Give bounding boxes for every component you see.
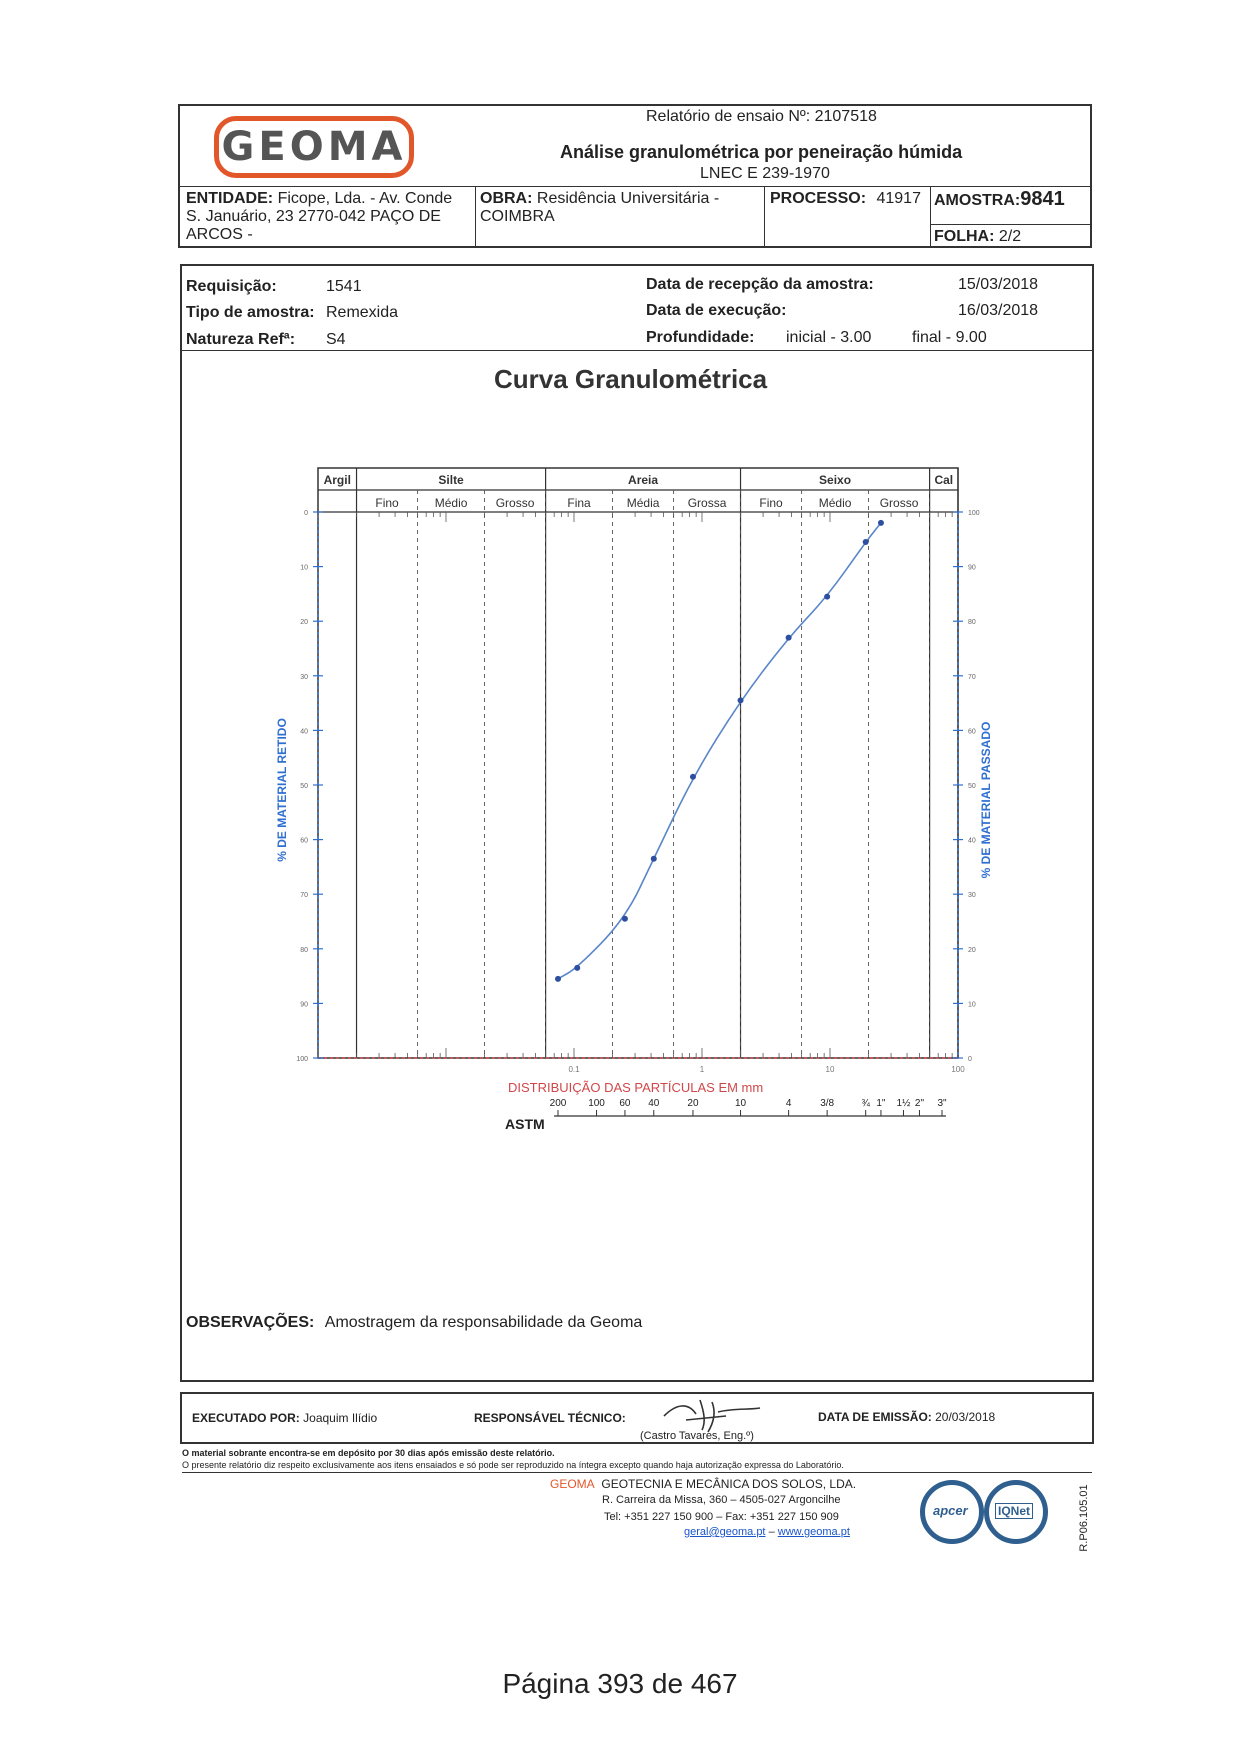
header-col-sep-3 [930,186,931,246]
astm-tick-label: 3/8 [820,1098,835,1109]
y-left-tick-label: 10 [300,564,308,572]
astm-tick-label: 60 [619,1098,631,1109]
class-label: Seixo [819,473,852,487]
executado [192,1411,377,1425]
subclass-label: Fino [375,496,399,510]
natureza-label: Natureza Refª: [186,331,296,348]
iqnet-seal-text: IQNet [995,1503,1033,1519]
y-right-tick-label: 40 [968,837,976,845]
signature-mark [656,1394,766,1434]
folha-label: FOLHA: [934,228,995,245]
astm-label: ASTM [505,1116,545,1132]
emissao-label: DATA DE EMISSÃO: [818,1410,932,1424]
emissao [818,1410,995,1424]
y-left-tick-label: 80 [300,946,308,954]
contacts-sep: – [768,1526,775,1538]
profundidade-final [912,329,987,347]
recepcao-label: Data de recepção da amostra: [646,276,874,293]
observacoes-text: Amostragem da responsabilidade da Geoma [324,1314,643,1331]
observacoes-label: OBSERVAÇÕES: [186,1314,315,1331]
natureza-value: S4 [326,331,346,348]
amostra-value: 9841 [1020,188,1065,210]
form-code: R.P06.105.01 [1078,1484,1090,1552]
chart-ylabel-left: % DE MATERIAL RETIDO [275,718,289,862]
folha-value: 2/2 [998,228,1022,245]
astm-tick-label: 4 [785,1098,792,1109]
subclass-label: Grosso [495,496,535,510]
x-tick-label: 10 [825,1065,835,1074]
report-number: Relatório de ensaio Nº: 2107518 [646,108,877,125]
y-right-tick-label: 100 [968,510,980,517]
x-tick-label: 1 [699,1065,705,1074]
class-label: Argil [323,473,351,487]
apcer-seal-icon [920,1480,984,1544]
y-left-tick-label: 30 [300,673,308,681]
email-link[interactable]: geral@geoma.pt [684,1526,766,1538]
y-left-tick-label: 70 [300,892,308,900]
folha-divider [930,224,1090,225]
apcer-seal-text: apcer [933,1503,968,1518]
company-line [550,1477,856,1491]
header-col-sep-1 [475,186,476,246]
astm-tick-label: 200 [549,1098,567,1109]
emissao-value: 20/03/2018 [935,1410,996,1424]
header-divider [180,186,1090,187]
geoma-logo: GEOMA [214,116,414,178]
x-tick-label: 100 [951,1065,965,1074]
execucao-label: Data de execução: [646,302,787,319]
y-right-tick-label: 60 [968,728,976,736]
company-brand: GEOMA [550,1477,595,1491]
observacoes [186,1314,642,1332]
tipo-value: Remexida [326,304,399,321]
profundidade-inicial [786,329,871,347]
header-col-sep-2 [764,186,765,246]
class-label: Cal [934,473,954,487]
tipo-label: Tipo de amostra: [186,304,315,321]
chart-ylabel-right: % DE MATERIAL PASSADO [979,721,993,879]
y-right-tick-label: 20 [968,946,976,954]
astm-tick-label: 20 [687,1098,699,1109]
y-right-tick-label: 30 [968,892,976,900]
astm-tick-label: 40 [648,1098,660,1109]
y-right-tick-label: 0 [968,1056,972,1063]
entidade-line1: Ficope, Lda. - Av. Conde [277,190,453,207]
recepcao-value: 15/03/2018 [958,276,1039,293]
y-left-tick-label: 0 [304,510,308,517]
obra-block [480,190,719,226]
y-left-tick-label: 40 [300,728,308,736]
profundidade-label: Profundidade: [646,329,755,346]
obra-line1: Residência Universitária - [536,190,720,207]
subclass-label: Grossa [687,496,727,510]
y-right-tick-label: 50 [968,783,976,790]
company-address: R. Carreira da Missa, 360 – 4505-027 Argoncilhe [602,1494,841,1506]
y-left-tick-label: 90 [300,1001,308,1009]
astm-tick-label: 2" [914,1098,925,1109]
folha-block [934,228,1021,246]
entidade-label: ENTIDADE: [186,190,274,207]
web-link[interactable]: www.geoma.pt [777,1526,850,1538]
subclass-label: Média [626,496,660,510]
signature-stroke [664,1400,760,1432]
astm-tick-label: ¾ [861,1098,870,1109]
y-left-tick-label: 50 [300,783,308,790]
entidade-block [186,190,452,244]
y-left-tick-label: 20 [300,619,308,627]
note-reproducao: O presente relatório diz respeito exclusivamente aos itens ensaiados e só pode ser reproduzido na íntegra excepto quando haja autorização expressa do Laboratório. [182,1460,844,1470]
requisicao-value: 1541 [326,278,362,295]
report-title: Análise granulométrica por peneiração húmida [560,142,963,162]
main-box [180,264,1094,1382]
chart-title: Curva Granulométrica [494,364,768,394]
x-tick-label: 0.1 [568,1065,580,1074]
company-phone: Tel: +351 227 150 900 – Fax: +351 227 150 909 [604,1511,839,1523]
astm-tick-label: 100 [588,1098,605,1109]
class-label: Areia [628,473,659,487]
astm-tick-label: 1½ [896,1098,911,1109]
amostra-label: AMOSTRA: [934,192,1021,209]
astm-tick-label: 3" [937,1098,947,1109]
y-right-tick-label: 10 [968,1001,976,1009]
processo-label: PROCESSO: [770,190,867,207]
subclass-label: Médio [434,496,468,510]
subclass-label: Médio [818,496,852,510]
executado-value: Joaquim Ilídio [303,1411,378,1425]
obra-line2: COIMBRA [480,208,555,225]
subclass-label: Fina [567,496,591,510]
entidade-line2: S. Januário, 23 2770-042 PAÇO DE [186,208,441,225]
requisicao-label: Requisição: [186,278,277,295]
astm-tick-label: 10 [734,1098,747,1109]
entidade-line3: ARCOS - [186,226,253,243]
execucao-value: 16/03/2018 [958,302,1039,319]
y-right-tick-label: 90 [968,564,976,572]
astm-tick-label: 1" [876,1098,886,1109]
report-standard: LNEC E 239-1970 [700,165,830,182]
responsavel-label: RESPONSÁVEL TÉCNICO: [474,1411,626,1425]
y-left-tick-label: 100 [296,1056,308,1063]
chart-xlabel: DISTRIBUIÇÃO DAS PARTÍCULAS EM mm [508,1080,764,1095]
company-name: GEOTECNIA E MECÂNICA DOS SOLOS, LDA. [601,1477,857,1491]
subclass-label: Grosso [879,496,919,510]
company-contacts [684,1526,850,1538]
y-left-tick-label: 60 [300,837,308,845]
executado-label: EXECUTADO POR: [192,1411,300,1425]
responsavel-name: (Castro Tavares, Eng.º) [640,1430,754,1442]
obra-label: OBRA: [480,190,533,207]
amostra-block [934,188,1065,211]
subclass-label: Fino [759,496,783,510]
final-text: final - 9.00 [912,329,987,346]
inicial-text: inicial - 3.00 [786,329,872,346]
notes-underline [182,1472,1092,1473]
iqnet-seal-icon [984,1480,1048,1544]
class-label: Silte [438,473,464,487]
y-right-tick-label: 70 [968,673,976,681]
processo-block [770,190,921,208]
y-right-tick-label: 80 [968,619,976,627]
info-divider [182,350,1092,351]
note-deposito: O material sobrante encontra-se em depósito por 30 dias após emissão deste relatório. [182,1448,555,1458]
page-number: Página 393 de 467 [502,1668,738,1699]
processo-value: 41917 [876,190,921,207]
